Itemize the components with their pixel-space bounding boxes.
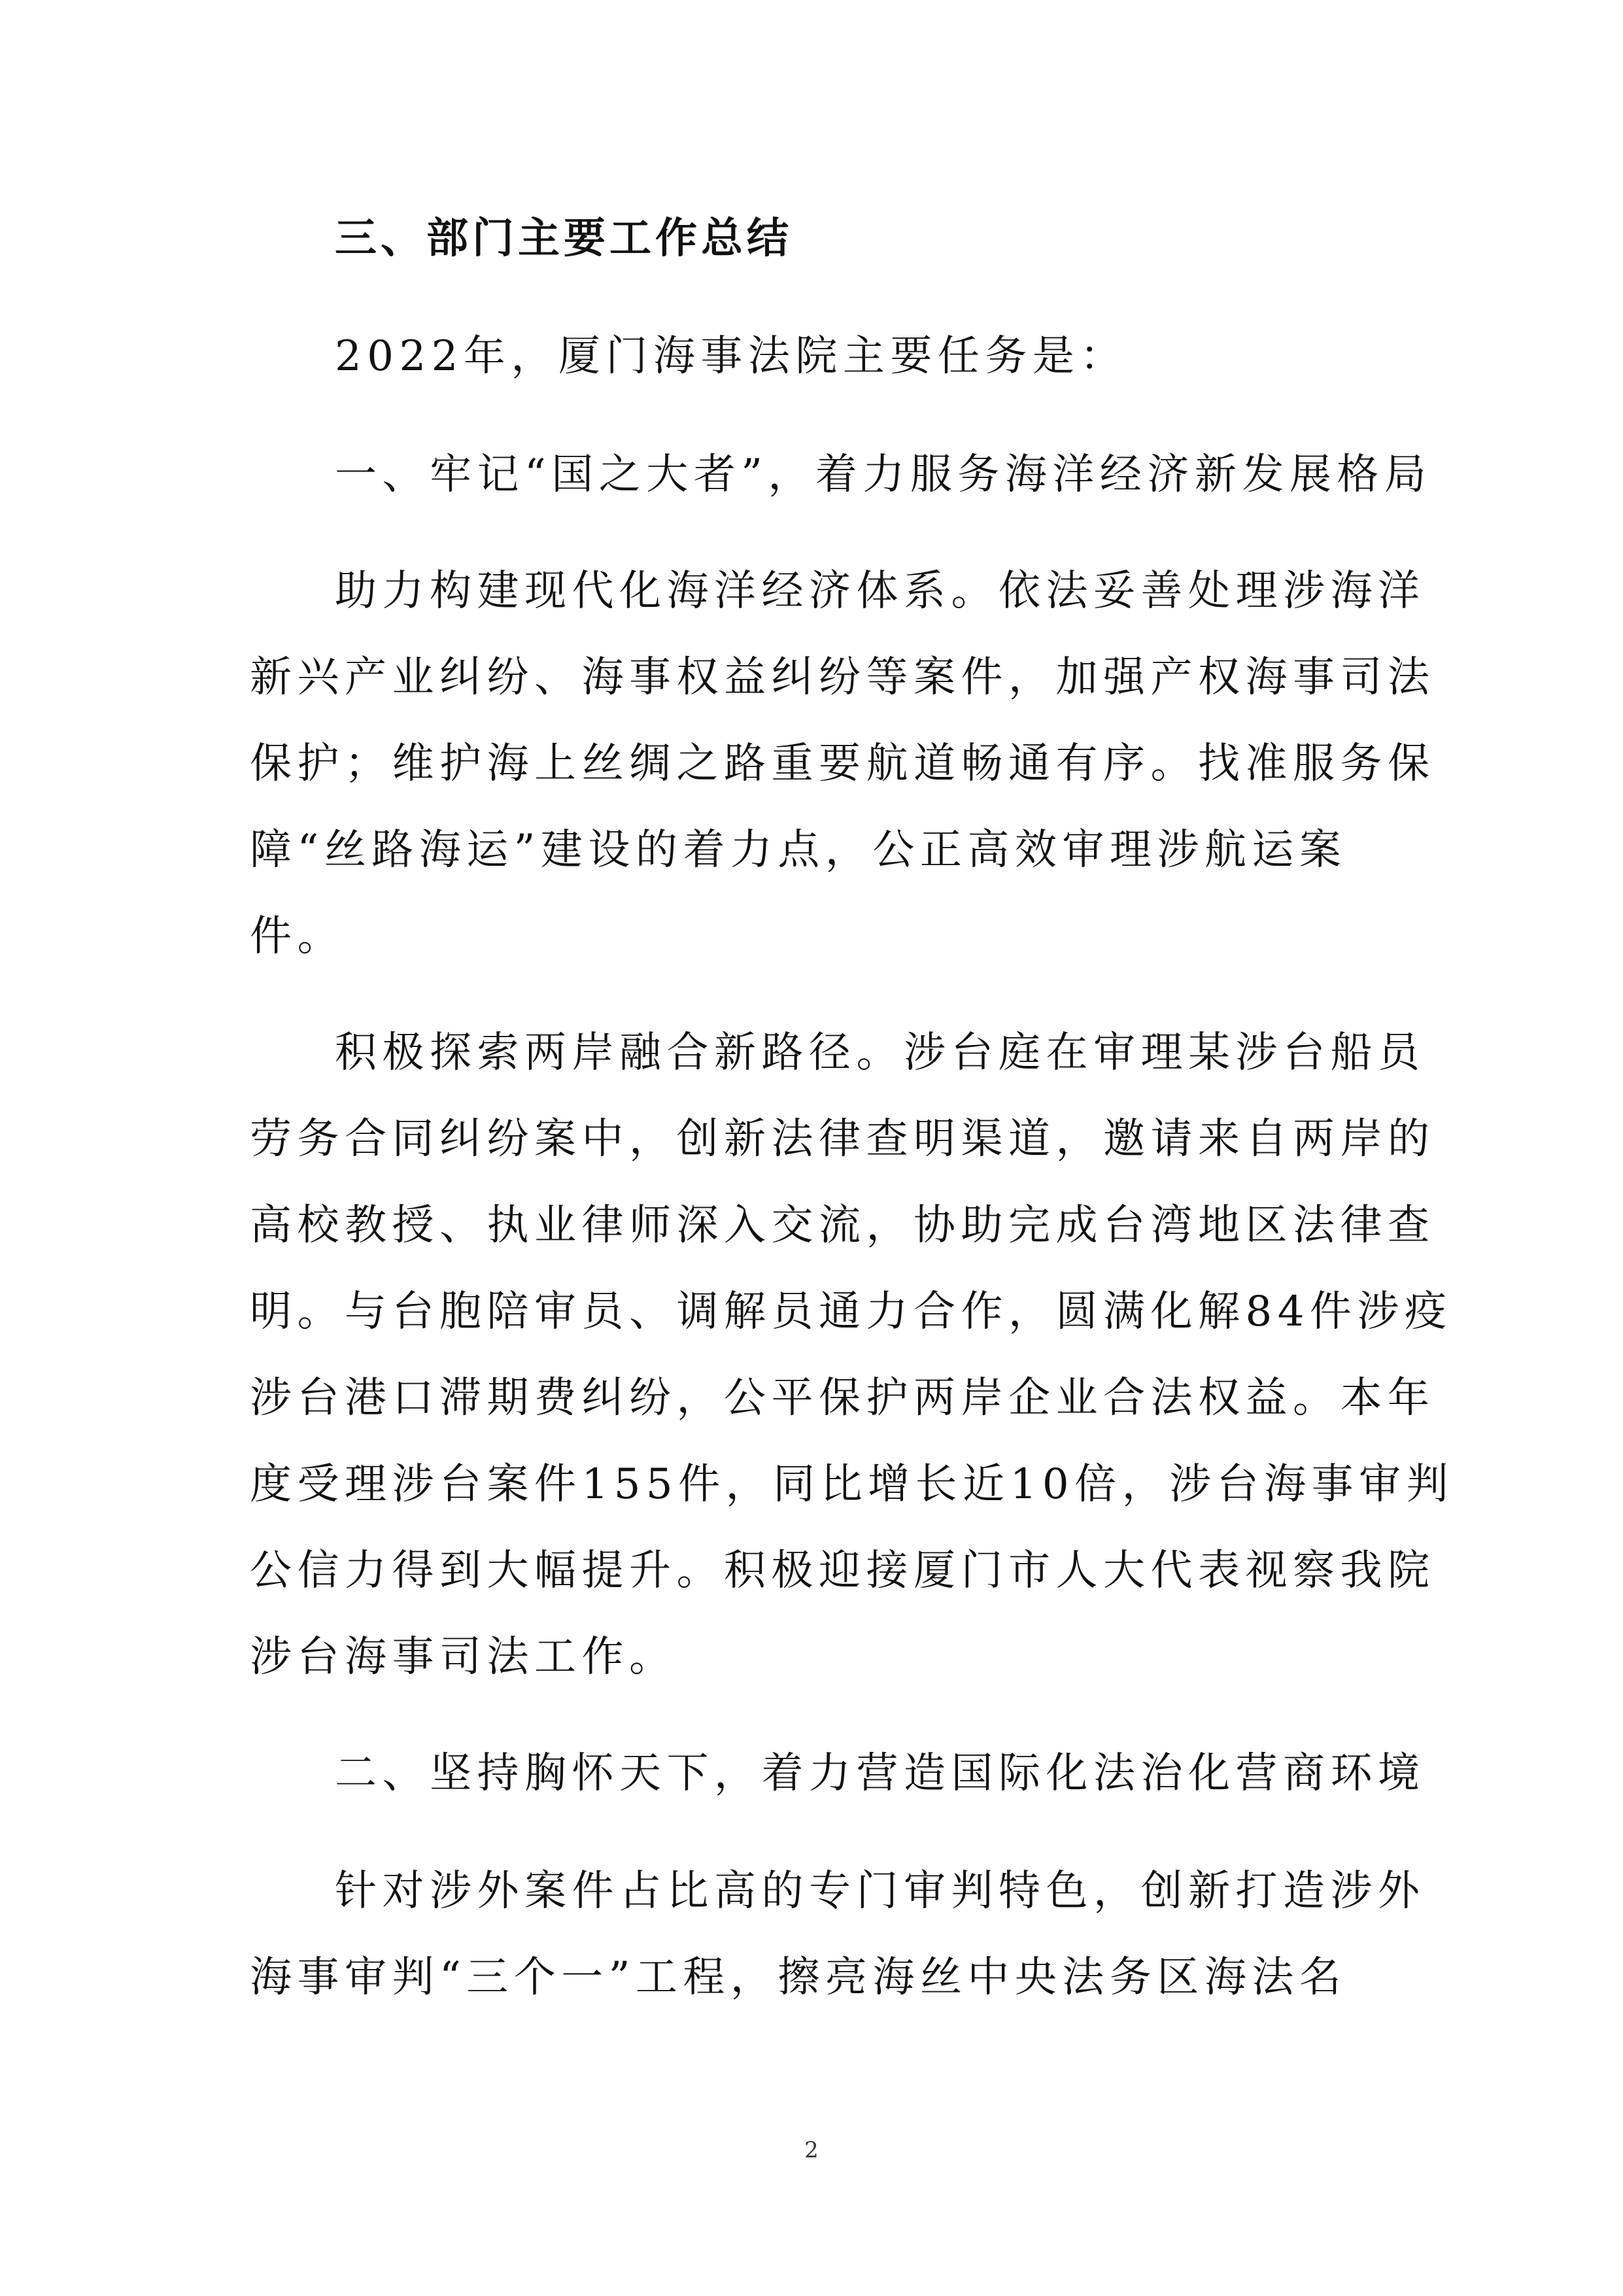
section-heading: 三、部门主要工作总结 xyxy=(335,214,793,263)
paragraph-line: 件。 xyxy=(250,912,345,961)
item1-title: 一、牢记“国之大者”，着力服务海洋经济新发展格局 xyxy=(335,451,1432,499)
paragraph-line: 高校教授、执业律师深入交流，协助完成台湾地区法律查 xyxy=(250,1201,1435,1250)
paragraph-line: 保护；维护海上丝绸之路重要航道畅通有序。找准服务保 xyxy=(250,740,1435,788)
intro-line: 2022年，厦门海事法院主要任务是： xyxy=(335,332,1127,381)
paragraph-line: 劳务合同纠纷案中，创新法律查明渠道，邀请来自两岸的 xyxy=(250,1115,1435,1163)
paragraph-line: 新兴产业纠纷、海事权益纠纷等案件，加强产权海事司法 xyxy=(250,653,1435,702)
paragraph-line: 助力构建现代化海洋经济体系。依法妥善处理涉海洋 xyxy=(335,567,1426,615)
paragraph-line: 公信力得到大幅提升。积极迎接厦门市人大代表视察我院 xyxy=(250,1547,1435,1595)
paragraph-line: 明。与台胞陪审员、调解员通力合作，圆满化解84件涉疫 xyxy=(250,1288,1452,1336)
paragraph-line: 度受理涉台案件155件，同比增长近10倍，涉台海事审判 xyxy=(250,1460,1454,1509)
paragraph-line: 障“丝路海运”建设的着力点，公正高效审理涉航运案 xyxy=(250,826,1347,874)
paragraph-line: 涉台港口滞期费纠纷，公平保护两岸企业合法权益。本年 xyxy=(250,1374,1435,1422)
page-number: 2 xyxy=(804,2137,819,2163)
paragraph-line: 积极探索两岸融合新路径。涉台庭在审理某涉台船员 xyxy=(335,1029,1426,1077)
item2-title: 二、坚持胸怀天下，着力营造国际化法治化营商环境 xyxy=(335,1749,1426,1798)
paragraph-line: 针对涉外案件占比高的专门审判特色，创新打造涉外 xyxy=(335,1867,1426,1915)
paragraph-line: 海事审判“三个一”工程，擦亮海丝中央法务区海法名 xyxy=(250,1953,1347,2002)
paragraph-line: 涉台海事司法工作。 xyxy=(250,1633,677,1681)
